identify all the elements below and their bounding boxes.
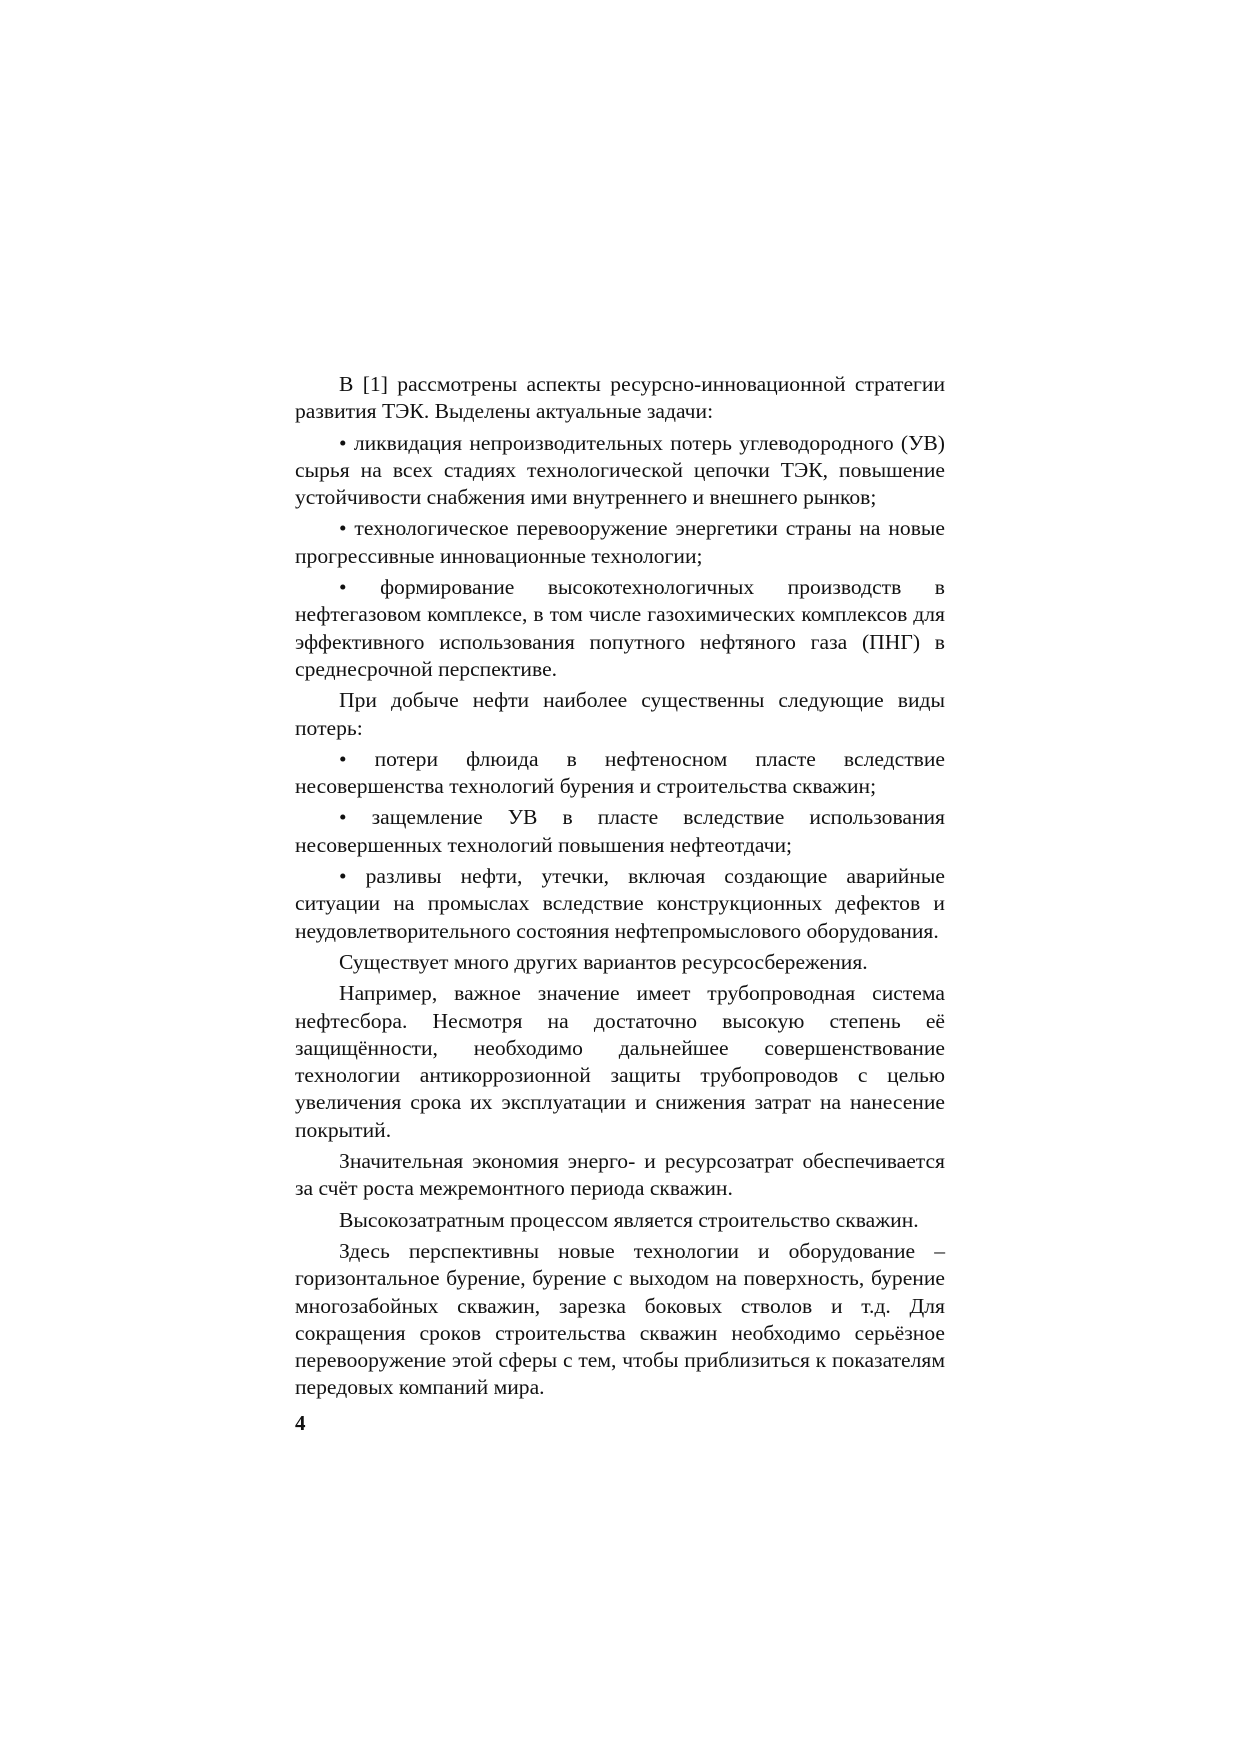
paragraph: Высокозатратным процессом является строительство скважин.: [339, 1207, 919, 1232]
paragraph: Например, важное значение имеет трубопроводная система нефтесбора. Несмотря на достаточно высокую степень её защищённости, необходимо дальнейшее совершенствование технологии антикоррозионной защиты трубопроводов с целью увеличения срока их эксплуатации и снижения затрат на нанесение покрытий.: [295, 981, 945, 1142]
bullet-paragraph: • ликвидация непроизводительных потерь углеводородного (УВ) сырья на всех стадиях технологической цепочки ТЭК, повышение устойчивости снабжения ими внутреннего и внешнего рынков;: [295, 430, 945, 510]
bullet-paragraph: • технологическое перевооружение энергетики страны на новые прогрессивные инновационные технологии;: [295, 516, 945, 568]
paragraph: При добыче нефти наиболее существенны следующие виды потерь:: [295, 688, 945, 740]
paragraph: Значительная экономия энерго- и ресурсозатрат обеспечивается за счёт роста межремонтного периода скважин.: [295, 1149, 945, 1201]
paragraph-intro: В [1] рассмотрены аспекты ресурсно-инновационной стратегии развития ТЭК. Выделены актуальные задачи:: [295, 372, 945, 424]
paragraph: Здесь перспективны новые технологии и оборудование – горизонтальное бурение, бурение с выходом на поверхность, бурение многозабойных скважин, зарезка боковых стволов и т.д. Для сокращения сроков строительства скважин необходимо серьёзное перевооружение этой сферы с тем, чтобы приблизиться к показателям передовых компаний мира.: [295, 1238, 945, 1400]
bullet-paragraph: • защемление УВ в пласте вследствие использования несовершенных технологий повышения нефтеотдачи;: [295, 805, 945, 857]
bullet-paragraph: • формирование высокотехнологичных производств в нефтегазовом комплексе, в том числе газохимических комплексов для эффективного использования попутного нефтяного газа (ПНГ) в среднесрочной перспективе.: [295, 575, 945, 681]
page-number: 4: [295, 1411, 306, 1435]
bullet-paragraph: • разливы нефти, утечки, включая создающие аварийные ситуации на промыслах вследствие конструкционных дефектов и неудовлетворительного состояния нефтепромыслового оборудования.: [295, 864, 945, 943]
paragraph: Существует много других вариантов ресурсосбережения.: [339, 949, 868, 974]
bullet-paragraph: • потери флюида в нефтеносном пласте вследствие несовершенства технологий бурения и строительства скважин;: [295, 746, 945, 799]
main-text: [295, 371, 945, 1402]
